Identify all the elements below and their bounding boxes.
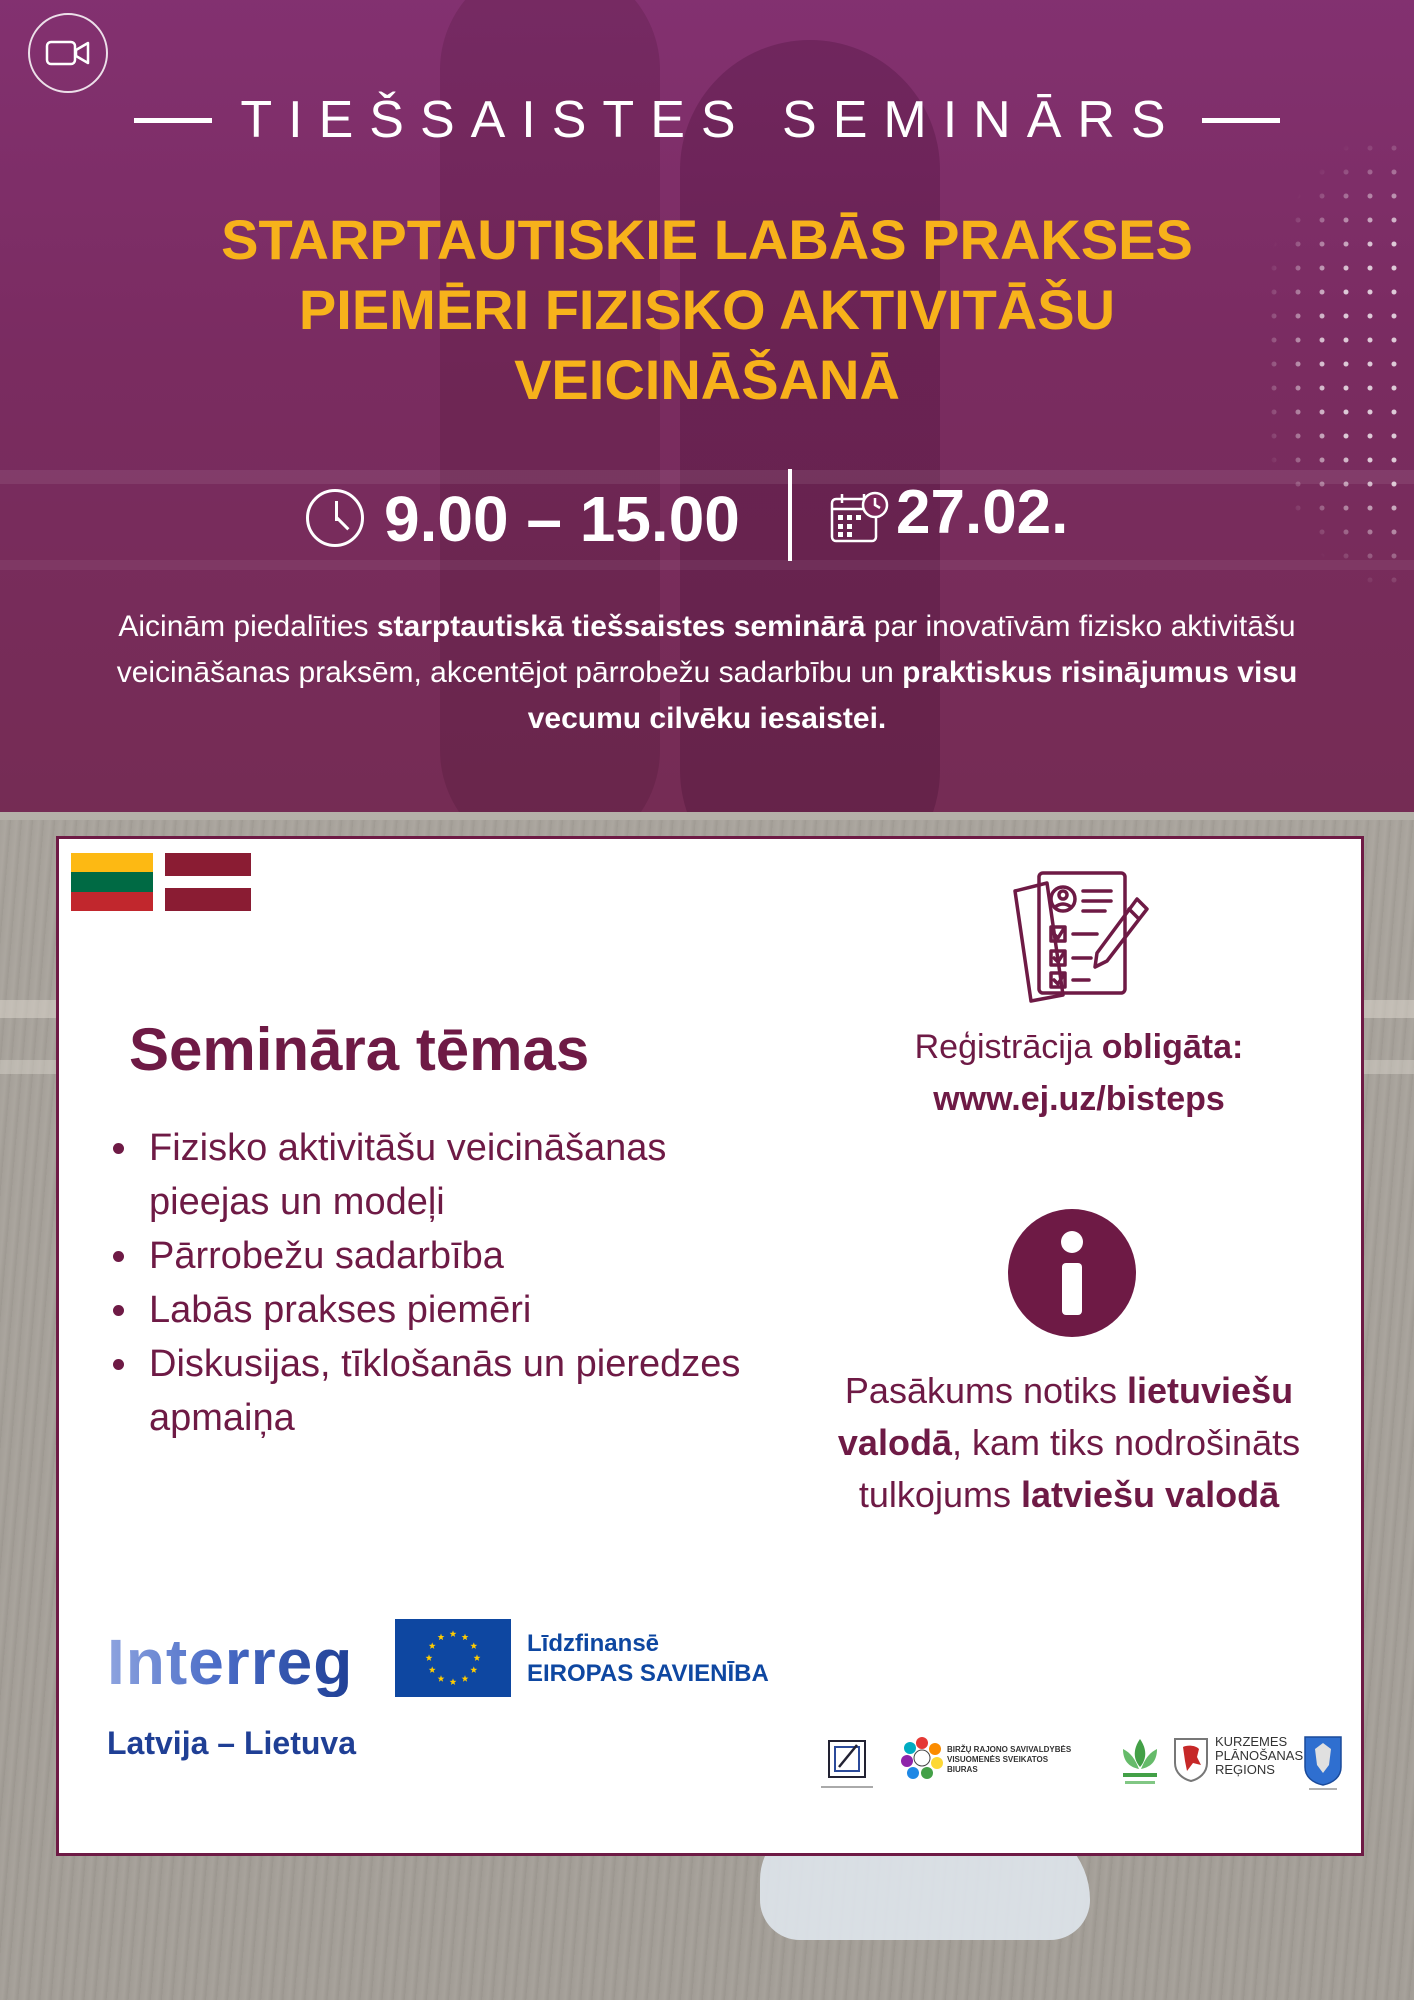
language-bold: latviešu valodā <box>1020 1474 1280 1515</box>
eu-cofunding <box>527 1629 769 1689</box>
language-text: , kam tiks nodrošināts tulkojums <box>858 1422 1301 1515</box>
intro-text: par inovatīvām fizisko aktivitāšu veicināšanas praksēm, akcentējot pārrobežu sadarbību un <box>116 610 1296 689</box>
event-time-date <box>0 465 1414 565</box>
info-icon <box>1008 1209 1136 1337</box>
registration-form-icon <box>1005 869 1155 1003</box>
kicker-line-right <box>1202 118 1280 123</box>
calendar-icon <box>830 491 890 545</box>
flag-stripe-red <box>71 892 153 911</box>
flag-stripe-maroon <box>165 888 251 911</box>
registration-link[interactable]: www.ej.uz/bisteps <box>933 1080 1225 1118</box>
event-title: STARPTAUTISKIE LABĀS PRAKSES PIEMĒRI FIZISKO AKTIVITĀŠU VEICINĀŠANĀ <box>221 208 1193 411</box>
info-icon-bar <box>1062 1263 1082 1315</box>
kurzeme-region-name-2: PLĀNOŠANAS <box>1215 1748 1304 1763</box>
language-bold: lietuviešu valodā <box>837 1370 1294 1463</box>
birzai-health-bureau-logo <box>899 1735 945 1781</box>
topics-list <box>107 1121 747 1445</box>
program-name: Latvija – Lietuva <box>107 1725 356 1761</box>
clock-icon <box>306 489 364 547</box>
info-card <box>56 836 1364 1856</box>
lithuania-flag-icon <box>71 853 153 911</box>
partner-logos <box>817 1729 1337 1799</box>
flag-stripe-white <box>165 876 251 888</box>
topic-item: Fizisko aktivitāšu veicināšanas pieejas un modeļi <box>107 1121 747 1229</box>
info-icon-dot <box>1061 1231 1083 1253</box>
intro-bold: praktiskus risinājumus visu vecumu cilvēku iesaistei. <box>527 656 1298 735</box>
hero-band <box>0 0 1414 812</box>
birzai-health-bureau-name: BIRŽŲ RAJONO SAVIVALDYBĖS VISUOMENĖS SVEIKATOS BIURAS <box>947 1745 1072 1774</box>
school-logo <box>817 1735 877 1795</box>
topic-item: Pārrobežu sadarbība <box>107 1229 747 1283</box>
eu-cofunding-line2: EIROPAS SAVIENĪBA <box>527 1660 769 1687</box>
eu-flag-icon <box>395 1619 511 1697</box>
health-org-logo <box>1115 1735 1165 1791</box>
kurzeme-region-logo <box>1171 1735 1211 1783</box>
video-camera-icon <box>28 13 108 93</box>
event-date: 27.02. <box>896 478 1069 547</box>
kurzeme-region-name-1: KURZEMES <box>1215 1734 1288 1749</box>
kicker <box>0 90 1414 150</box>
registration-required: obligāta: <box>1101 1028 1244 1066</box>
registration-label: Reģistrācija <box>914 1028 1102 1066</box>
intro-bold: starptautiskā tiešsaistes seminārā <box>376 610 866 643</box>
event-time: 9.00 – 15.00 <box>384 483 740 555</box>
kicker-text: TIEŠSAISTES SEMINĀRS <box>240 91 1182 149</box>
flag-stripe-maroon <box>165 853 251 876</box>
topic-item: Diskusijas, tīklošanās un pieredzes apmaiņa <box>107 1337 747 1445</box>
eu-cofunding-line1: Līdzfinansē <box>527 1630 660 1657</box>
flag-stripe-green <box>71 872 153 891</box>
topics-title: Semināra tēmas <box>129 1016 590 1083</box>
flag-stripe-yellow <box>71 853 153 872</box>
kurzeme-region-name-3: REĢIONS <box>1215 1762 1275 1777</box>
time-date-divider <box>788 469 792 561</box>
latvia-flag-icon <box>165 853 251 911</box>
topic-item: Labās prakses piemēri <box>107 1283 747 1337</box>
interreg-logo: Interreg <box>107 1626 354 1698</box>
language-note <box>799 1365 1339 1521</box>
language-text: Pasākums notiks <box>844 1370 1128 1411</box>
municipality-crest-logo <box>1303 1735 1343 1791</box>
intro-paragraph <box>80 604 1334 742</box>
registration-text <box>829 1021 1329 1125</box>
intro-text: Aicinām piedalīties <box>118 610 377 643</box>
kicker-line-left <box>134 118 212 123</box>
